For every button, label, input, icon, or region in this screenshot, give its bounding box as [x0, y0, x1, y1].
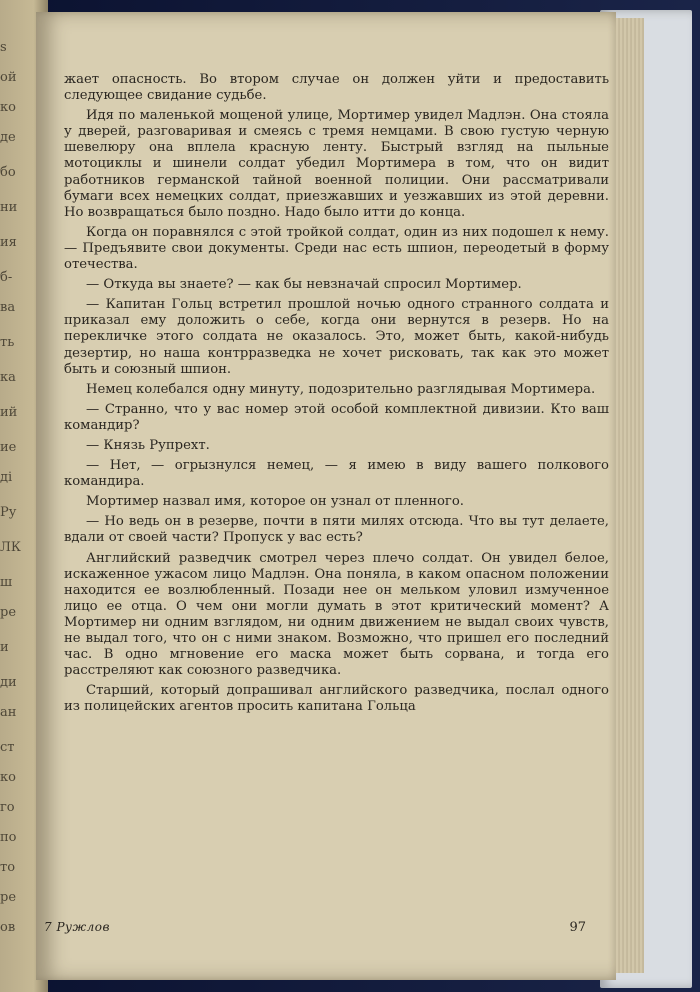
- page-edges: [612, 18, 644, 973]
- left-fragment: ия: [0, 235, 17, 250]
- paragraph: — Капитан Гольц встретил прошлой ночью одного странного солдата и приказал ему доложить о себе, когда они вернутся в резерв. Но на перекличке этого солдата не оказалось. Это, может быть, какой-нибудь дезертир, но наша контрразведка не хочет рисковать, так как это может быть и союзный шпион.: [64, 297, 609, 377]
- left-fragment: ва: [0, 300, 16, 315]
- left-fragment: ть: [0, 335, 15, 350]
- page-number: 97: [569, 920, 586, 935]
- left-fragment: ЛК: [0, 540, 21, 555]
- paragraph: Английский разведчик смотрел через плечо солдат. Он увидел белое, искаженное ужасом лицо Мадлэн. Она поняла, в каком опасном положении находится ее возлюбленный. Позади нее он мельком уловил измученное лицо ее отца. О чем они могли думать в этот критический момент? А Мортимер ни одним взглядом, ни одним движением не выдал своих чувств, не выдал того, что он с ними знаком. Возможно, что пришел его последний час. В одно мгновение его маска может быть сорвана, и тогда его расстреляют как союзного разведчика.: [64, 550, 609, 679]
- left-fragment: го: [0, 800, 15, 815]
- paragraph: жает опасность. Во втором случае он должен уйти и предоставить следующее свидание судьбе.: [64, 72, 609, 104]
- left-fragment: де: [0, 130, 16, 145]
- left-fragment: ий: [0, 405, 18, 420]
- page-text: [64, 72, 609, 719]
- paragraph: — Нет, — огрызнулся немец, — я имею в виду вашего полкового командира.: [64, 458, 609, 490]
- left-fragment: б-: [0, 270, 13, 285]
- left-fragment: и: [0, 640, 9, 655]
- left-fragment: ни: [0, 200, 18, 215]
- left-fragment: s: [0, 40, 7, 55]
- paragraph: Когда он поравнялся с этой тройкой солдат, один из них подошел к нему. — Предъявите свои документы. Среди нас есть шпион, переодетый в форму отечества.: [64, 224, 609, 273]
- left-fragment: ка: [0, 370, 16, 385]
- left-fragment: ш: [0, 575, 13, 590]
- left-fragment: бо: [0, 165, 16, 180]
- paragraph: Мортимер назвал имя, которое он узнал от пленного.: [86, 494, 464, 510]
- paragraph: — Но ведь он в резерве, почти в пяти милях отсюда. Что вы тут делаете, вдали от своей части? Пропуск у вас есть?: [64, 514, 609, 546]
- paragraph: — Откуда вы знаете? — как бы невзначай спросил Мортимер.: [86, 277, 522, 293]
- left-fragment: ре: [0, 890, 17, 905]
- paragraph: Идя по маленькой мощеной улице, Мортимер увидел Мадлэн. Она стояла у дверей, разговаривая и смеясь с тремя немцами. В свою густую черную шевелюру она вплела красную ленту. Быстрый взгляд на пыльные мотоциклы и шинели солдат убедил Мортимера в том, что он видит работников германской тайной военной полиции. Они рассматривали бумаги всех немецких солдат, приезжавших и уезжавших из этой деревни. Но возвращаться было поздно. Надо было итти до конца.: [64, 108, 609, 220]
- left-fragment: ди: [0, 675, 17, 690]
- left-fragment: дi: [0, 470, 13, 485]
- paragraph: — Странно, что у вас номер этой особой комплектной дивизии. Кто ваш командир?: [64, 401, 609, 433]
- paragraph: — Князь Рупрехт.: [86, 437, 210, 453]
- left-fragment: ре: [0, 605, 17, 620]
- printer-signature: 7 Ружлов: [44, 920, 110, 934]
- page-footer: [36, 920, 616, 940]
- left-fragment: ан: [0, 705, 17, 720]
- left-fragment: Ру: [0, 505, 17, 520]
- left-fragment: ст: [0, 740, 15, 755]
- left-fragment: ов: [0, 920, 16, 935]
- left-fragment: ие: [0, 440, 17, 455]
- left-fragment: ко: [0, 100, 16, 115]
- left-fragment: ой: [0, 70, 17, 85]
- paragraph: Старший, который допрашивал английского разведчика, послал одного из полицейских агентов просить капитана Гольца: [64, 683, 609, 715]
- left-fragment: по: [0, 830, 17, 845]
- left-fragment: то: [0, 860, 16, 875]
- left-fragment: ко: [0, 770, 16, 785]
- paragraph: Немец колебался одну минуту, подозрительно разглядывая Мортимера.: [86, 381, 596, 397]
- book-page: [36, 12, 616, 980]
